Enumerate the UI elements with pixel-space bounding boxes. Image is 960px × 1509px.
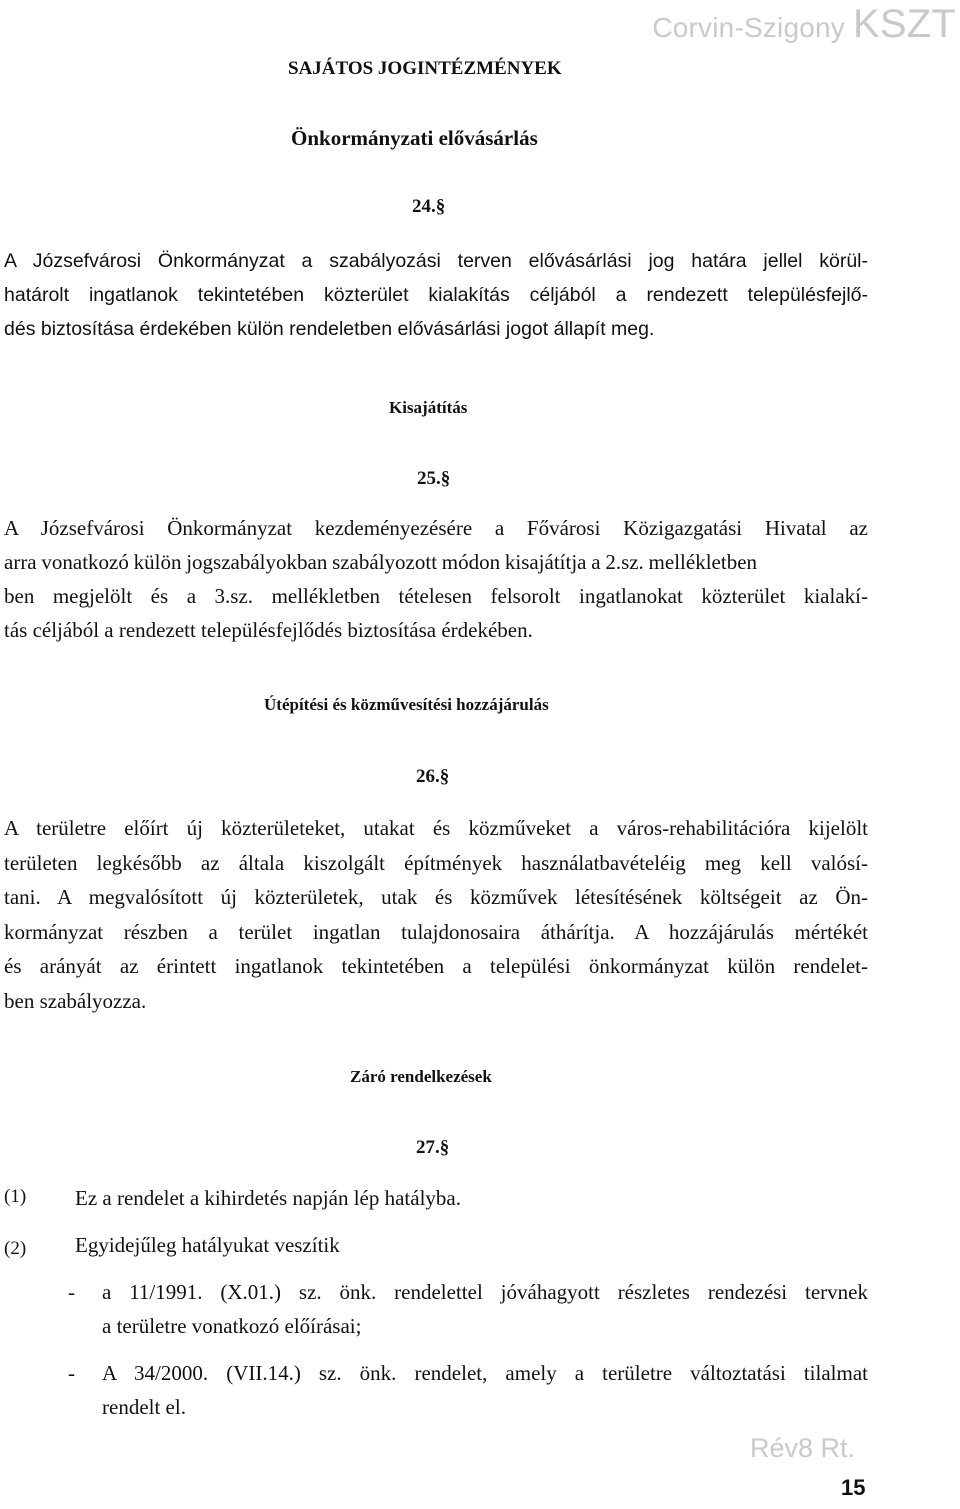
header-brand-suffix: KSZT: [852, 2, 956, 46]
page-number: 15: [841, 1475, 866, 1500]
text-line: ben megjelölt és a 3.sz. mellékletben tételesen felsorolt ingatlanokat közterület kialakí-: [4, 584, 868, 608]
text-line: arra vonatkozó külön jogszabályokban szabályozott módon kisajátítja a 2.sz. mellékletben: [4, 550, 758, 574]
list-item-line: a területre vonatkozó előírásai;: [102, 1314, 362, 1338]
text-line: tás céljából a rendezett településfejlődés biztosítása érdekében.: [4, 618, 533, 642]
text-line: ben szabályozza.: [4, 988, 147, 1013]
text-line: tani. A megvalósított új közterületek, utak és közművek létesítésének költségeit az Ön-: [4, 885, 868, 909]
section-heading: Kisajátítás: [389, 398, 468, 417]
item-text: Ez a rendelet a kihirdetés napján lép hatályba.: [75, 1186, 461, 1210]
list-item-line: rendelt el.: [102, 1395, 186, 1419]
paragraph-number: 25.§: [417, 468, 451, 489]
list-dash: -: [68, 1280, 75, 1304]
item-number: (1): [4, 1186, 27, 1207]
item-number: (2): [4, 1238, 27, 1259]
paragraph-number: 26.§: [416, 766, 450, 787]
text-line: A Józsefvárosi Önkormányzat kezdeményezésére a Fővárosi Közigazgatási Hivatal az: [4, 516, 868, 540]
section-title: Önkormányzati elővásárlás: [291, 126, 538, 150]
text-line: és arányát az érintett ingatlanok tekintetében a települési önkormányzat külön rendelet-: [4, 954, 868, 978]
list-dash: -: [68, 1361, 75, 1385]
list-item: [102, 1275, 868, 1343]
text-line: A Józsefvárosi Önkormányzat a szabályozási terven elővásárlási jog határa jellel körül-: [4, 250, 868, 272]
footer-company: Rév8 Rt.: [750, 1433, 856, 1463]
chapter-heading: SAJÁTOS JOGINTÉZMÉNYEK: [288, 58, 562, 79]
list-item-line: a 11/1991. (X.01.) sz. önk. rendelettel jóváhagyott részletes rendezési tervnek: [102, 1280, 868, 1304]
header-brand: [652, 2, 956, 47]
section-heading: Útépítési és közművesítési hozzájárulás: [264, 695, 549, 714]
header-brand-main: Corvin-Szigony: [652, 12, 845, 43]
text-line: területen legkésőbb az általa kiszolgált építmények használatbavételéig meg kell valósí-: [4, 850, 868, 875]
paragraph-25-text: [4, 511, 868, 647]
paragraph-number: 24.§: [412, 196, 446, 217]
item-text: Egyidejűleg hatályukat veszítik: [75, 1233, 340, 1257]
text-line: dés biztosítása érdekében külön rendeletben elővásárlási jogot állapít meg.: [4, 318, 655, 340]
section-heading: Záró rendelkezések: [350, 1067, 492, 1086]
paragraph-24-text: [4, 244, 868, 346]
text-line: A területre előírt új közterületeket, utakat és közműveket a város-rehabilitációra kijelölt: [4, 816, 868, 840]
text-line: kormányzat részben a terület ingatlan tulajdonosaira áthárítja. A hozzájárulás mértékét: [4, 919, 868, 944]
list-item: [102, 1356, 868, 1424]
paragraph-number: 27.§: [416, 1137, 450, 1158]
list-item-line: A 34/2000. (VII.14.) sz. önk. rendelet, amely a területre változtatási tilalmat: [102, 1361, 868, 1385]
paragraph-26-text: [4, 811, 868, 1018]
text-line: határolt ingatlanok tekintetében közterület kialakítás céljából a rendezett településfejlő-: [4, 284, 868, 306]
